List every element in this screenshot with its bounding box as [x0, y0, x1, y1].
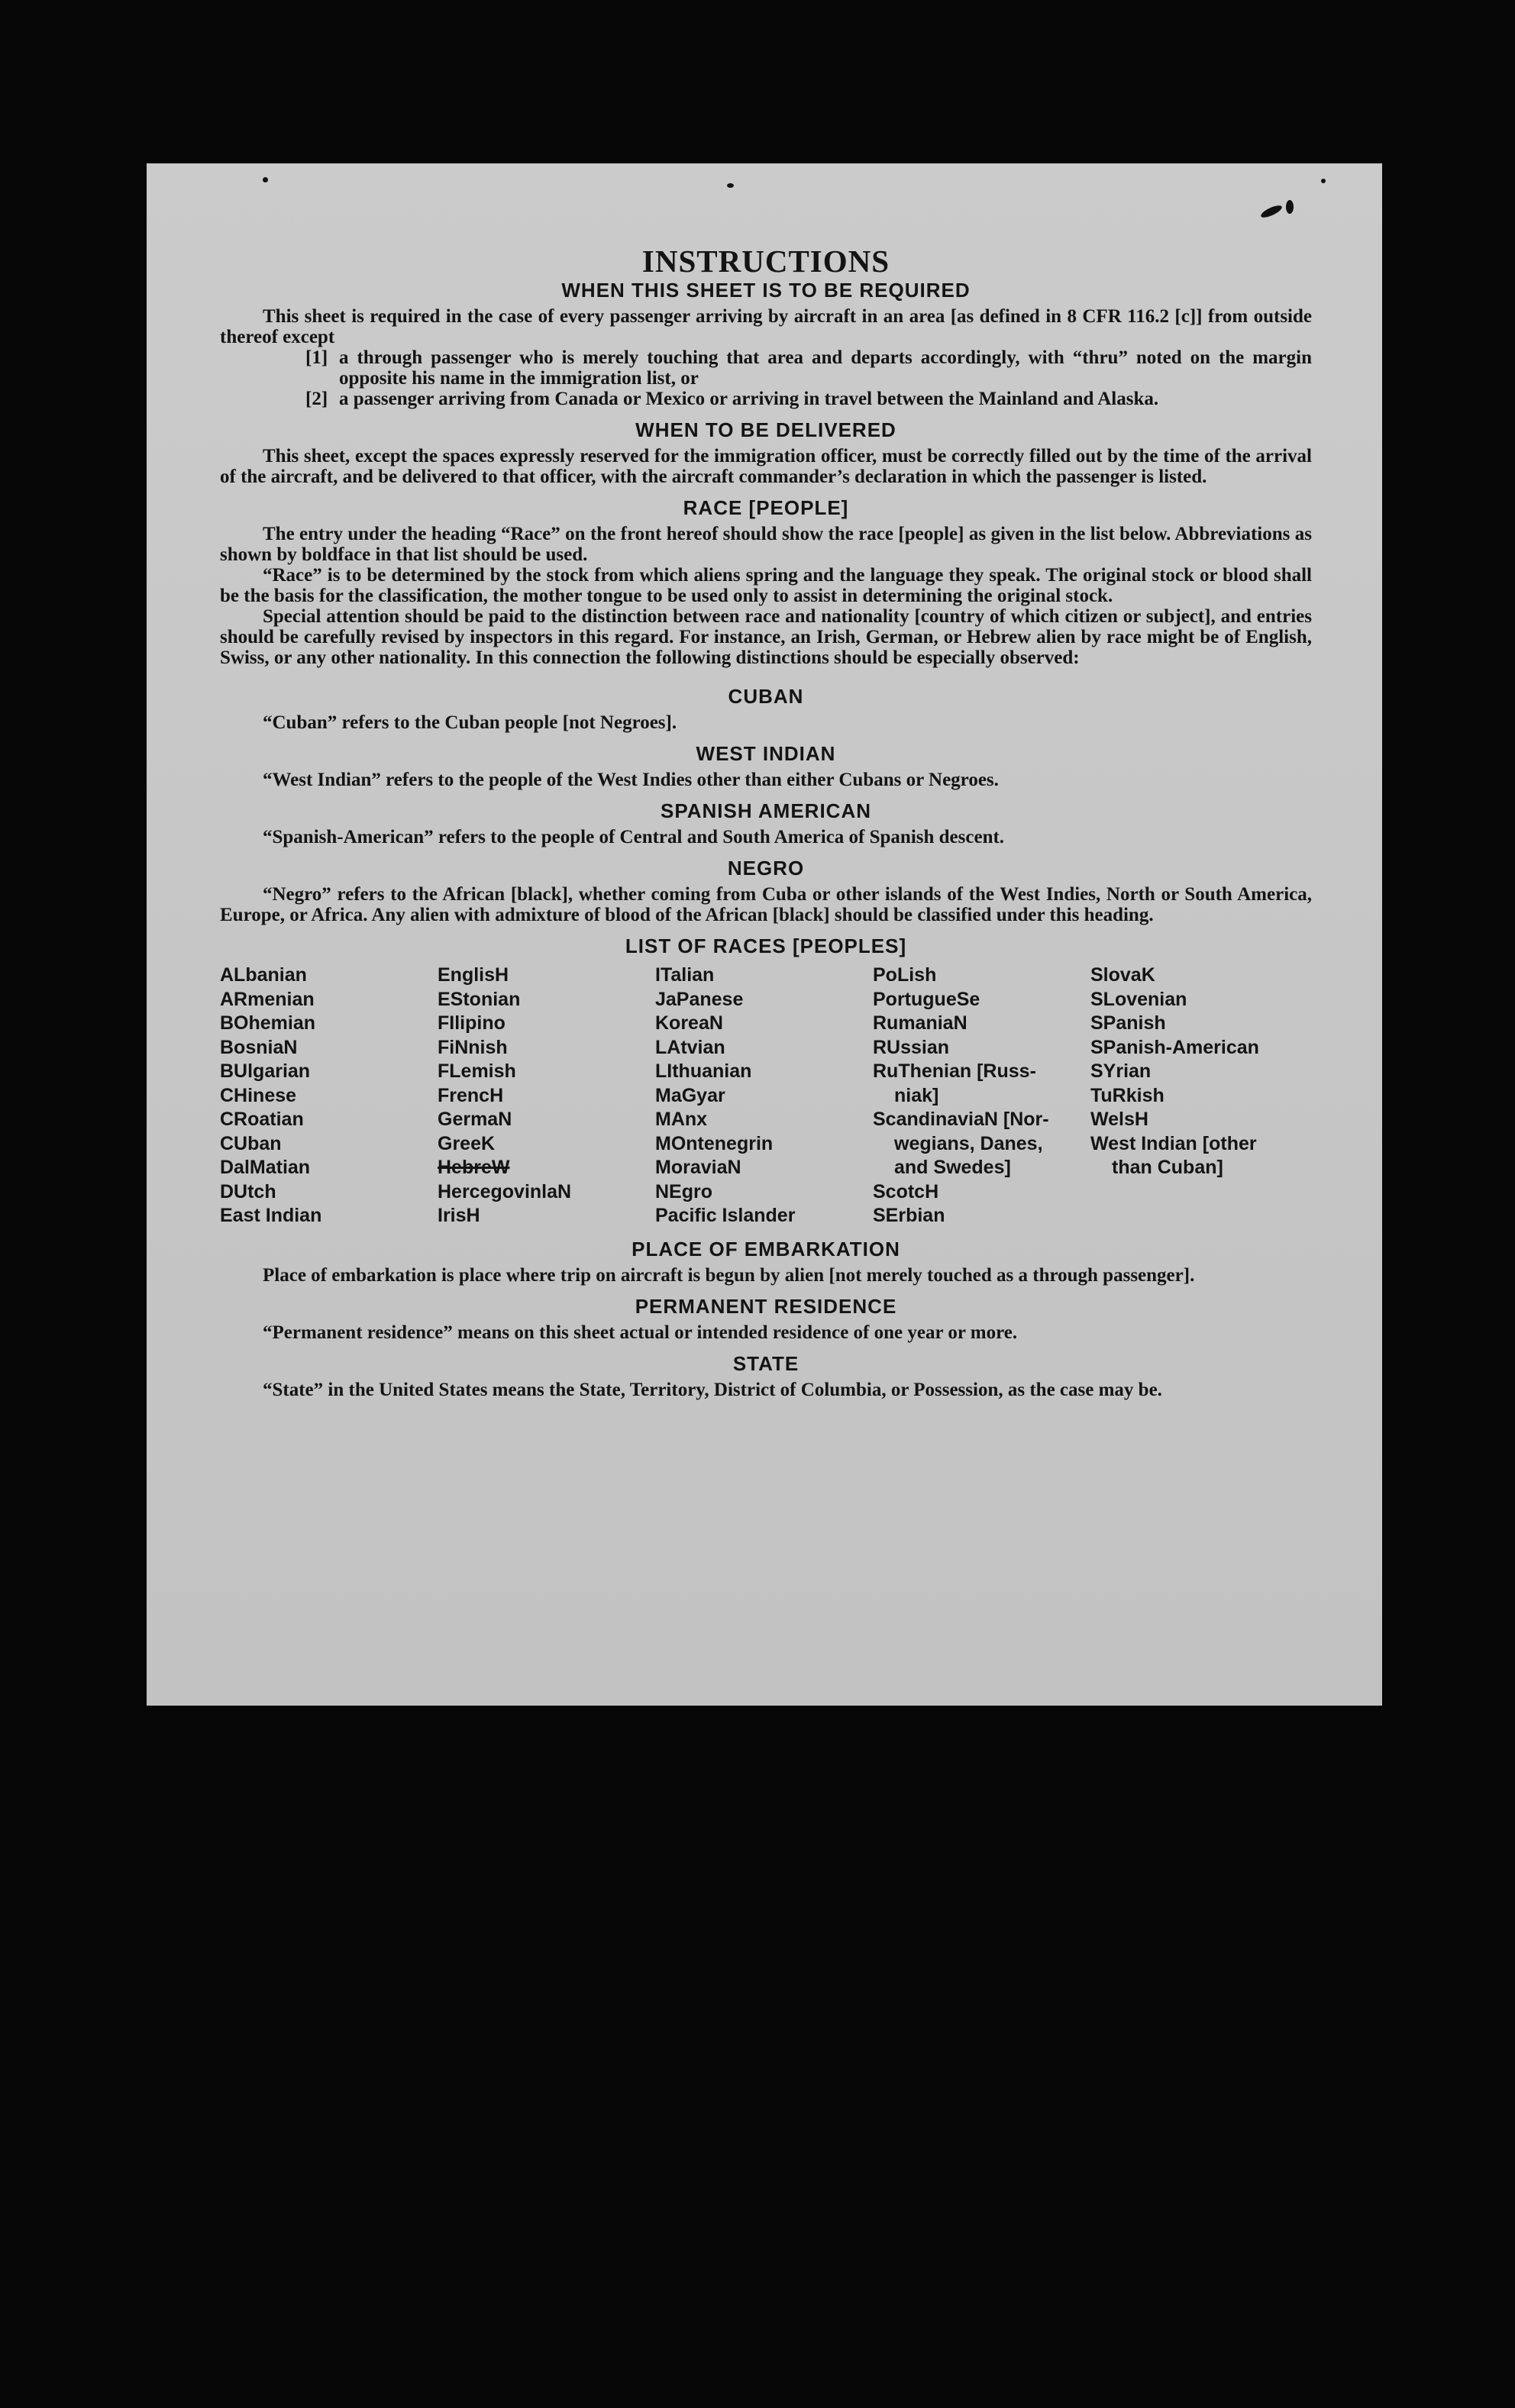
- exception-number: [1]: [305, 347, 328, 368]
- race-entry: RumaniaN: [873, 1012, 967, 1034]
- exception-item: [305, 389, 1312, 409]
- race-entry: BOhemian: [220, 1012, 316, 1034]
- race-entry: EStonian: [438, 988, 521, 1010]
- race-entry: GreeK: [438, 1132, 496, 1154]
- heading-delivered: WHEN TO BE DELIVERED: [635, 418, 896, 441]
- race-entry: LAtvian: [655, 1036, 725, 1058]
- race-entry: SPanish: [1090, 1012, 1166, 1034]
- race-entry: ARmenian: [220, 988, 315, 1010]
- race-entry: wegians, Danes,: [894, 1132, 1043, 1154]
- races-column: [873, 964, 1090, 1228]
- ink-blot: [1286, 200, 1294, 214]
- race-paragraph: The entry under the heading “Race” on the front hereof should show the race [people] as given in the list below. Abbreviations as shown by boldface in that list should be used.: [220, 524, 1312, 565]
- page-title: INSTRUCTIONS: [641, 244, 890, 279]
- west-indian-text: “West Indian” refers to the people of the West Indies other than either Cubans or Negroes.: [263, 770, 999, 790]
- race-entry: ScotcH: [873, 1180, 939, 1202]
- race-entry: DalMatian: [220, 1157, 311, 1178]
- races-column: [1090, 964, 1320, 1228]
- race-entry: PortugueSe: [873, 988, 980, 1010]
- race-entry: TuRkish: [1090, 1084, 1165, 1106]
- exception-item: [305, 347, 1312, 389]
- race-entry: BosniaN: [220, 1036, 298, 1058]
- race-entry: HercegovinlaN: [438, 1180, 572, 1202]
- race-entry: HebreW: [438, 1157, 510, 1178]
- heading-state: STATE: [732, 1351, 799, 1375]
- race-entry: ITalian: [655, 964, 715, 986]
- race-entry: GermaN: [438, 1109, 512, 1130]
- race-entry: RuThenian [Russ-: [873, 1060, 1036, 1082]
- punch-mark: [727, 183, 734, 188]
- heading-residence: PERMANENT RESIDENCE: [635, 1294, 897, 1318]
- race-entry: West Indian [other: [1090, 1132, 1257, 1154]
- punch-mark: [263, 177, 268, 182]
- heading-race: RACE [PEOPLE]: [683, 496, 849, 519]
- heading-cuban: CUBAN: [728, 685, 804, 708]
- race-entry: KoreaN: [655, 1012, 723, 1034]
- ink-blot: [1259, 203, 1283, 220]
- race-entry: NEgro: [655, 1180, 712, 1202]
- race-entry: MOntenegrin: [655, 1132, 774, 1154]
- exception-text: a through passenger who is merely touching that area and departs accordingly, with “thru” noted on the margin opposite his name in the immigration list, or: [339, 347, 1312, 389]
- race-entry: PoLish: [873, 964, 937, 986]
- negro-text: “Negro” refers to the African [black], whether coming from Cuba or other islands of the West Indies, North or South America, Europe, or Africa. Any alien with admixture of blood of the African [black] should be classified under this heading.: [220, 884, 1312, 925]
- required-intro: This sheet is required in the case of every passenger arriving by aircraft in an area [as defined in 8 CFR 116.2 [c]] from outside thereof except: [220, 306, 1312, 347]
- heading-west-indian: WEST INDIAN: [696, 742, 836, 765]
- races-list: [220, 964, 1312, 1228]
- heading-races-list: LIST OF RACES [PEOPLES]: [625, 934, 907, 957]
- race-entry: MaGyar: [655, 1084, 725, 1106]
- race-entry: LIthuanian: [655, 1060, 752, 1082]
- race-entry: than Cuban]: [1112, 1157, 1223, 1178]
- races-column: [655, 964, 873, 1228]
- race-entry: CHinese: [220, 1084, 297, 1106]
- heading-spanish-american: SPANISH AMERICAN: [660, 799, 871, 822]
- race-entry: DUtch: [220, 1180, 276, 1202]
- race-entry: SlovaK: [1090, 964, 1155, 986]
- race-entry: FIlipino: [438, 1012, 506, 1034]
- punch-mark: [1321, 179, 1326, 183]
- race-entry: FLemish: [438, 1060, 516, 1082]
- cuban-text: “Cuban” refers to the Cuban people [not Negroes].: [263, 712, 677, 733]
- races-column: [220, 964, 438, 1228]
- residence-text: “Permanent residence” means on this sheet actual or intended residence of one year or more.: [263, 1322, 1018, 1343]
- races-column: [438, 964, 655, 1228]
- race-entry: FrencH: [438, 1084, 504, 1106]
- race-entry: Pacific Islander: [655, 1205, 796, 1226]
- race-entry: IrisH: [438, 1205, 480, 1226]
- race-entry: ALbanian: [220, 964, 307, 986]
- spanish-american-text: “Spanish-American” refers to the people of Central and South America of Spanish descent.: [263, 827, 1005, 847]
- race-entry: SYrian: [1090, 1060, 1152, 1082]
- race-entry: EnglisH: [438, 964, 509, 986]
- race-entry: ScandinaviaN [Nor-: [873, 1109, 1049, 1130]
- race-entry: CUban: [220, 1132, 282, 1154]
- instruction-sheet: [147, 163, 1382, 1706]
- race-entry: BUlgarian: [220, 1060, 311, 1082]
- heading-embarkation: PLACE OF EMBARKATION: [632, 1237, 900, 1260]
- race-entry: WelsH: [1090, 1109, 1148, 1130]
- race-entry: SPanish-American: [1090, 1036, 1259, 1058]
- race-entry: MAnx: [655, 1109, 708, 1130]
- embarkation-text: Place of embarkation is place where trip on aircraft is begun by alien [not merely touched as a through passenger].: [263, 1264, 1195, 1286]
- delivered-text: This sheet, except the spaces expressly reserved for the immigration officer, must be correctly filled out by the time of the arrival of the aircraft, and be delivered to that officer, with the aircraft commander’s declaration in which the passenger is listed.: [220, 446, 1312, 487]
- heading-negro: NEGRO: [727, 857, 805, 880]
- race-entry: FiNnish: [438, 1036, 508, 1058]
- race-entry: JaPanese: [655, 988, 744, 1010]
- race-paragraph: Special attention should be paid to the distinction between race and nationality [country of which citizen or subject], and entries should be carefully revised by inspectors in this regard. For instance, an Irish, German, or Hebrew alien by race might be of English, Swiss, or any other nationality. In this connection the following distinctions should be especially observed:: [220, 606, 1312, 668]
- race-entry: CRoatian: [220, 1109, 304, 1130]
- race-entry: MoraviaN: [655, 1157, 741, 1178]
- race-entry: RUssian: [873, 1036, 950, 1058]
- race-entry: SErbian: [873, 1205, 945, 1226]
- race-entry: niak]: [894, 1084, 939, 1106]
- state-text: “State” in the United States means the State, Territory, District of Columbia, or Possession, as the case may be.: [263, 1379, 1162, 1400]
- heading-required: WHEN THIS SHEET IS TO BE REQUIRED: [561, 279, 971, 302]
- race-entry: SLovenian: [1090, 988, 1187, 1010]
- exception-number: [2]: [305, 389, 328, 409]
- race-paragraph: “Race” is to be determined by the stock from which aliens spring and the language they speak. The original stock or blood shall be the basis for the classification, the mother tongue to be used only to assist in determining the original stock.: [220, 565, 1312, 606]
- exception-text: a passenger arriving from Canada or Mexico or arriving in travel between the Mainland and Alaska.: [339, 389, 1159, 409]
- race-entry: and Swedes]: [894, 1157, 1011, 1178]
- race-entry: East Indian: [220, 1205, 322, 1226]
